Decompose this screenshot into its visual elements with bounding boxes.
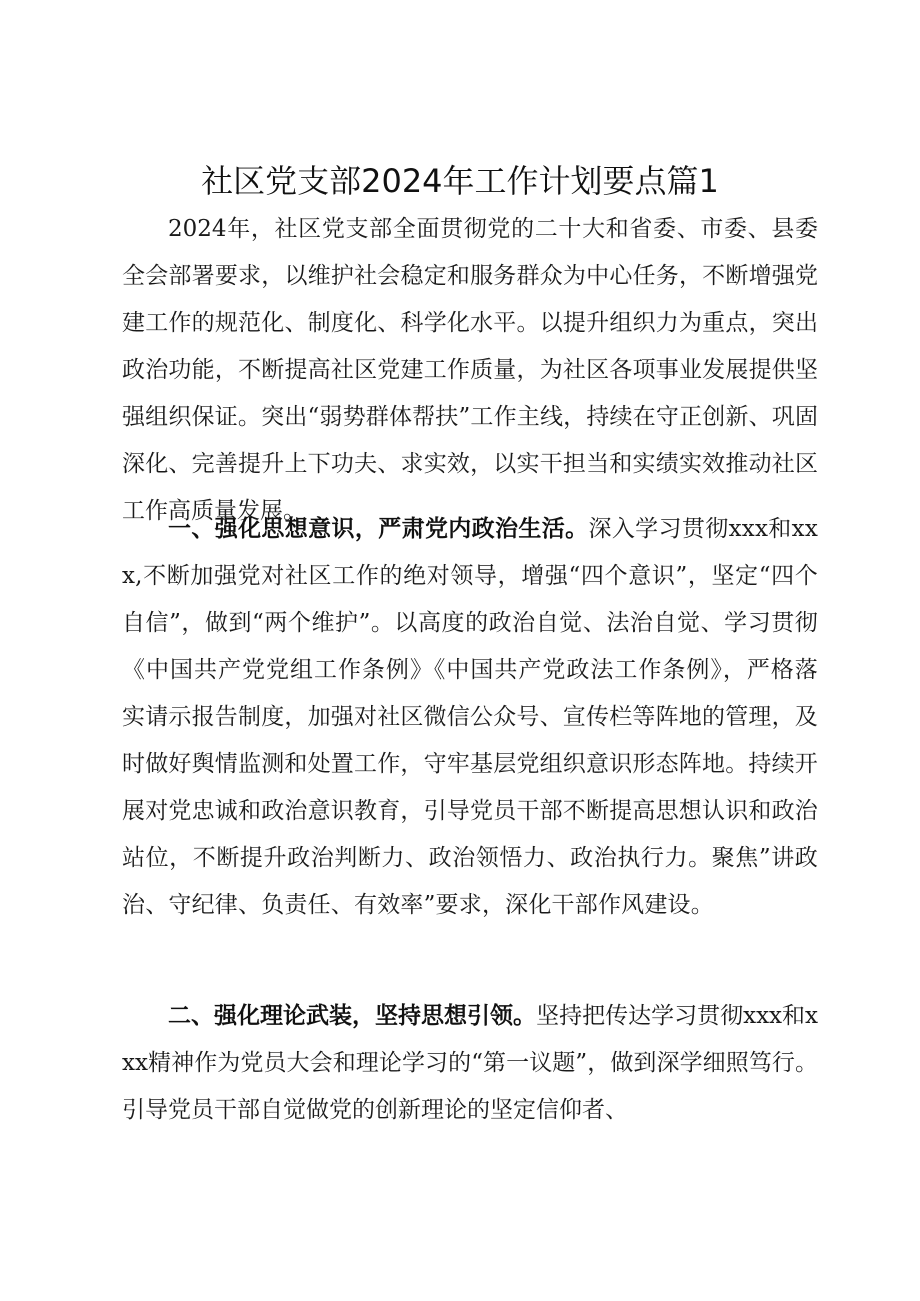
section-1-heading: 一、强化思想意识，严肃党内政治生活。 xyxy=(168,516,589,542)
section-2-paragraph xyxy=(122,993,818,1134)
document-title: 社区党支部2024年工作计划要点篇1 xyxy=(201,162,719,200)
section-2-body: 坚持把传达学习贯彻xxx和xxx精神作为党员大会和理论学习的“第一议题”，做到深学细照笃行。引导党员干部自觉做党的创新理论的坚定信仰者、 xyxy=(122,1003,819,1123)
section-1-body: 深入学习贯彻xxx和xxx,不断加强党对社区工作的绝对领导，增强“四个意识”，坚定“四个自信”，做到“两个维护”。以高度的政治自觉、法治自觉、学习贯彻《中国共产党党组工作条例》《中国共产党政法工作条例》，严格落实请示报告制度，加强对社区微信公众号、宣传栏等阵地的管理，及时做好舆情监测和处置工作，守牢基层党组织意识形态阵地。持续开展对党忠诚和政治意识教育，引导党员干部不断提高思想认识和政治站位，不断提升政治判断力、政治领悟力、政治执行力。聚焦”讲政治、守纪律、负责任、有效率”要求，深化干部作风建设。 xyxy=(122,516,818,918)
intro-paragraph: 2024年，社区党支部全面贯彻党的二十大和省委、市委、县委全会部署要求，以维护社会稳定和服务群众为中心任务，不断增强党建工作的规范化、制度化、科学化水平。以提升组织力为重点，突出政治功能，不断提高社区党建工作质量，为社区各项事业发展提供坚强组织保证。突出“弱势群体帮扶”工作主线，持续在守正创新、巩固深化、完善提升上下功夫、求实效，以实干担当和实绩实效推动社区工作高质量发展。 xyxy=(122,216,818,524)
section-2-heading: 二、强化理论武装，坚持思想引领。 xyxy=(168,1003,537,1029)
section-1-paragraph xyxy=(122,506,818,929)
